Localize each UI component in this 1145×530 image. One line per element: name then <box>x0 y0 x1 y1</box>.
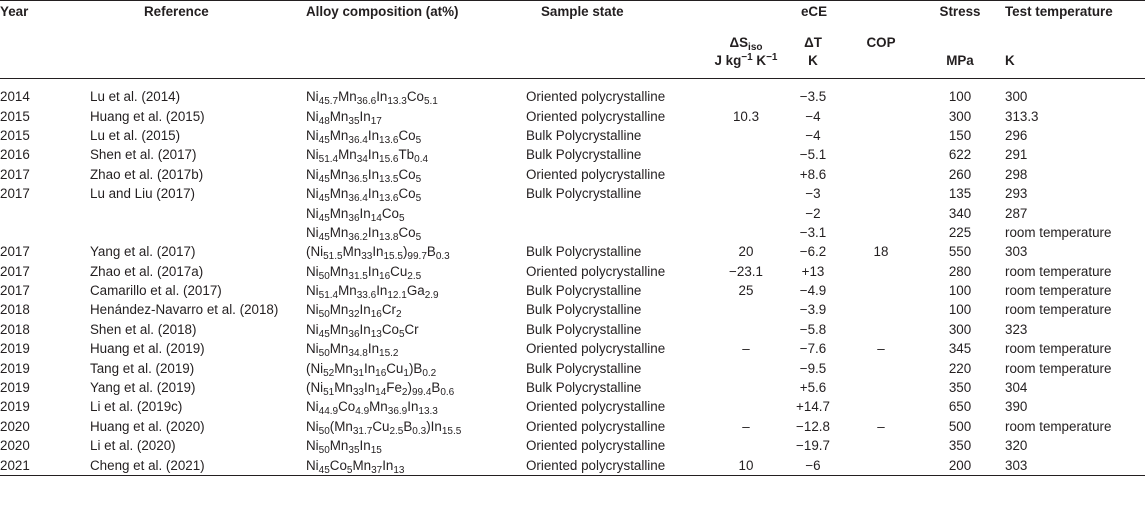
cell-year: 2017 <box>0 263 30 279</box>
cell-sample-state: Oriented polycrystalline <box>526 263 666 279</box>
cell-delta-t: −3.5 <box>799 89 827 105</box>
cell-delta-t: −2 <box>805 205 821 221</box>
table-row <box>0 397 1145 416</box>
cell-delta-t: −4.9 <box>799 283 827 299</box>
cell-reference: Huang et al. (2015) <box>90 108 205 124</box>
cell-stress: 280 <box>948 263 972 279</box>
cell-cop <box>846 145 916 164</box>
cell-delta-s: −23.1 <box>729 263 763 279</box>
cell-stress: 220 <box>948 360 972 376</box>
col-header-delta-s: $\Delta S_{iso}$ J $kg^{-1}$ $K^{-1}$ <box>714 35 778 68</box>
header-row-units <box>0 34 1145 79</box>
cell-year: 2021 <box>0 457 30 473</box>
cell-alloy: $(Ni_{51}Mn_{33}In_{14}Fe_2)_{99.4}B_{0.6}$ <box>306 380 455 399</box>
cell-delta-t: −6.2 <box>799 244 827 260</box>
cell-reference <box>90 223 306 242</box>
cell-stress: 350 <box>948 380 972 396</box>
cell-test-temperature: 304 <box>1005 380 1028 396</box>
table-row <box>0 358 1145 377</box>
cell-reference: Lu et al. (2014) <box>90 89 181 105</box>
cell-delta-s <box>712 300 780 319</box>
cell-delta-s: 10 <box>738 457 754 473</box>
cell-test-temperature: 296 <box>1005 127 1028 143</box>
cell-cop: – <box>877 418 885 434</box>
cell-test-temperature: room temperature <box>1005 263 1112 279</box>
cell-alloy: $(Ni_{51.5}Mn_{33}In_{15.5})_{99.7}B_{0.3}$ <box>306 244 450 263</box>
col-header-temp-unit: K <box>1005 53 1015 68</box>
table-body <box>0 79 1145 476</box>
cell-alloy: $Ni_{50}Mn_{35}In_{15}$ <box>306 438 382 457</box>
cell-sample-state: Bulk Polycrystalline <box>526 244 642 260</box>
cell-test-temperature: room temperature <box>1005 418 1112 434</box>
table-row <box>0 223 1145 242</box>
table-row <box>0 242 1145 261</box>
cell-stress: 200 <box>948 457 972 473</box>
cell-delta-t: −6 <box>805 457 821 473</box>
cell-year: 2019 <box>0 399 30 415</box>
cell-test-temperature: 293 <box>1005 186 1028 202</box>
cell-year <box>0 223 90 242</box>
cell-reference: Li et al. (2020) <box>90 438 176 454</box>
cell-stress: 260 <box>948 166 972 182</box>
cell-test-temperature: room temperature <box>1005 224 1112 240</box>
cell-delta-t: +5.6 <box>799 380 827 396</box>
cell-alloy: $Ni_{45}Mn_{36}In_{14}Co_5$ <box>306 205 405 224</box>
cell-cop <box>846 203 916 222</box>
cell-reference: Zhao et al. (2017a) <box>90 263 204 279</box>
cell-year: 2019 <box>0 380 30 396</box>
cell-delta-t: −12.8 <box>796 418 830 434</box>
cell-sample-state: Oriented polycrystalline <box>526 341 666 357</box>
cell-sample-state: Bulk Polycrystalline <box>526 283 642 299</box>
table-row <box>0 378 1145 397</box>
cell-cop <box>846 126 916 145</box>
cell-sample-state: Bulk Polycrystalline <box>526 302 642 318</box>
cell-year: 2019 <box>0 341 30 357</box>
cell-reference: Tang et al. (2019) <box>90 360 195 376</box>
cell-alloy: $Ni_{45.7}Mn_{36.6}In_{13.3}Co_{5.1}$ <box>306 89 438 108</box>
col-header-reference: Reference <box>144 4 209 19</box>
cell-sample-state: Oriented polycrystalline <box>526 89 666 105</box>
cell-alloy: $Ni_{45}Co_5Mn_{37}In_{13}$ <box>306 457 405 476</box>
cell-delta-s: 20 <box>738 244 754 260</box>
cell-stress: 100 <box>948 302 972 318</box>
col-header-sample-state: Sample state <box>541 4 624 19</box>
cell-stress: 500 <box>948 418 972 434</box>
cell-cop <box>846 358 916 377</box>
cell-cop <box>846 436 916 455</box>
cell-stress: 300 <box>948 321 972 337</box>
cell-delta-s <box>712 436 780 455</box>
cell-alloy: $Ni_{51.4}Mn_{34}In_{15.6}Tb_{0.4}$ <box>306 147 429 166</box>
cell-test-temperature: 313.3 <box>1005 108 1039 124</box>
cell-stress: 100 <box>948 283 972 299</box>
cell-sample-state: Oriented polycrystalline <box>526 166 666 182</box>
col-header-stress: Stress <box>939 4 981 19</box>
table-row <box>0 106 1145 125</box>
col-header-delta-t: ΔT K <box>804 35 822 68</box>
table-row <box>0 262 1145 281</box>
cell-stress: 650 <box>948 399 972 415</box>
cell-delta-s <box>712 126 780 145</box>
cell-sample-state: Bulk Polycrystalline <box>526 321 642 337</box>
cell-year: 2017 <box>0 166 30 182</box>
cell-reference: Cheng et al. (2021) <box>90 457 205 473</box>
cell-sample-state: Bulk Polycrystalline <box>526 147 642 163</box>
cell-sample-state: Oriented polycrystalline <box>526 108 666 124</box>
cell-stress: 340 <box>948 205 972 221</box>
cell-reference: Henández-Navarro et al. (2018) <box>90 302 279 318</box>
cell-year: 2017 <box>0 244 30 260</box>
cell-stress: 135 <box>948 186 972 202</box>
table-row <box>0 436 1145 455</box>
cell-alloy: $Ni_{48}Mn_{35}In_{17}$ <box>306 108 382 127</box>
cell-test-temperature: room temperature <box>1005 302 1112 318</box>
cell-delta-s <box>712 203 780 222</box>
table-row <box>0 339 1145 358</box>
table-row <box>0 184 1145 203</box>
cell-stress: 300 <box>948 108 972 124</box>
cell-stress: 150 <box>948 127 972 143</box>
cell-cop <box>846 165 916 184</box>
cell-alloy: $Ni_{45}Mn_{36.5}In_{13.5}Co_5$ <box>306 166 422 185</box>
cell-delta-t: −4 <box>805 108 821 124</box>
cell-year: 2019 <box>0 360 30 376</box>
cell-cop <box>846 262 916 281</box>
cell-delta-t: −3 <box>805 186 821 202</box>
cell-delta-t: −19.7 <box>796 438 830 454</box>
col-header-stress-unit: MPa <box>946 53 974 68</box>
cell-reference: Huang et al. (2019) <box>90 341 205 357</box>
cell-year: 2014 <box>0 89 30 105</box>
cell-delta-s: – <box>742 418 750 434</box>
cell-alloy: $Ni_{50}Mn_{34.8}In_{15.2}$ <box>306 341 399 360</box>
cell-test-temperature: 300 <box>1005 89 1028 105</box>
cell-sample-state: Bulk Polycrystalline <box>526 360 642 376</box>
cell-delta-s: – <box>742 341 750 357</box>
cell-delta-s <box>712 184 780 203</box>
cell-delta-t: −3.1 <box>799 224 827 240</box>
cell-alloy: $Ni_{45}Mn_{36}In_{13}Co_5Cr$ <box>306 321 419 340</box>
cell-reference: Yang et al. (2019) <box>90 380 196 396</box>
cell-delta-t: −3.9 <box>799 302 827 318</box>
cell-cop <box>846 300 916 319</box>
table-row <box>0 300 1145 319</box>
cell-year: 2018 <box>0 302 30 318</box>
cell-cop <box>846 378 916 397</box>
cell-sample-state: Bulk Polycrystalline <box>526 186 642 202</box>
cell-test-temperature: 303 <box>1005 244 1028 260</box>
cell-year: 2020 <box>0 418 30 434</box>
cell-alloy: $Ni_{45}Mn_{36.4}In_{13.6}Co_5$ <box>306 127 422 146</box>
cell-delta-s <box>712 358 780 377</box>
header-row-primary <box>0 1 1145 35</box>
cell-cop <box>846 320 916 339</box>
cell-reference <box>90 203 306 222</box>
cell-stress: 622 <box>948 147 972 163</box>
col-header-cop: COP <box>866 35 896 50</box>
cell-sample-state: Oriented polycrystalline <box>526 457 666 473</box>
cell-test-temperature: 298 <box>1005 166 1028 182</box>
cell-delta-t: −7.6 <box>799 341 827 357</box>
cell-delta-t: +8.6 <box>799 166 827 182</box>
col-header-ece: eCE <box>800 4 828 19</box>
col-header-year: Year <box>0 4 29 19</box>
cell-reference: Yang et al. (2017) <box>90 244 196 260</box>
cell-year: 2015 <box>0 108 30 124</box>
col-header-test-temperature: Test temperature <box>1005 4 1113 19</box>
cell-delta-s <box>712 145 780 164</box>
cell-test-temperature: 303 <box>1005 457 1028 473</box>
cell-alloy: $(Ni_{52}Mn_{31}In_{16}Cu_1)B_{0.2}$ <box>306 360 437 379</box>
cell-reference: Zhao et al. (2017b) <box>90 166 204 182</box>
table-row <box>0 165 1145 184</box>
table-row <box>0 455 1145 475</box>
cell-delta-t: +13 <box>801 263 825 279</box>
cell-year: 2018 <box>0 321 30 337</box>
table-row <box>0 87 1145 106</box>
table-row <box>0 126 1145 145</box>
cell-sample-state: Bulk Polycrystalline <box>526 380 642 396</box>
cell-sample-state <box>526 223 712 242</box>
cell-alloy: $Ni_{51.4}Mn_{33.6}In_{12.1}Ga_{2.9}$ <box>306 283 439 302</box>
cell-alloy: $Ni_{45}Mn_{36.4}In_{13.6}Co_5$ <box>306 186 422 205</box>
cell-test-temperature: 390 <box>1005 399 1028 415</box>
cell-stress: 550 <box>948 244 972 260</box>
cell-cop <box>846 223 916 242</box>
cell-cop <box>846 87 916 106</box>
cell-sample-state: Oriented polycrystalline <box>526 438 666 454</box>
cell-alloy: $Ni_{44.9}Co_{4.9}Mn_{36.9}In_{13.3}$ <box>306 399 438 418</box>
table-row <box>0 417 1145 436</box>
cell-delta-t: −4 <box>805 127 821 143</box>
cell-reference: Lu et al. (2015) <box>90 127 181 143</box>
cell-test-temperature: 323 <box>1005 321 1028 337</box>
cell-reference: Camarillo et al. (2017) <box>90 283 222 299</box>
cell-cop <box>846 281 916 300</box>
cell-delta-s: 25 <box>738 283 754 299</box>
cell-alloy: $Ni_{45}Mn_{36.2}In_{13.8}Co_5$ <box>306 224 422 243</box>
cell-year: 2016 <box>0 147 30 163</box>
cell-test-temperature: 320 <box>1005 438 1028 454</box>
col-header-alloy: Alloy composition (at%) <box>306 4 459 19</box>
cell-stress: 100 <box>948 89 972 105</box>
table-row <box>0 145 1145 164</box>
cell-reference: Li et al. (2019c) <box>90 399 183 415</box>
cell-delta-s: 10.3 <box>732 108 760 124</box>
cell-alloy: $Ni_{50}(Mn_{31.7}Cu_{2.5}B_{0.3})In_{15.5}$ <box>306 418 462 437</box>
cell-test-temperature: 291 <box>1005 147 1028 163</box>
cell-reference: Shen et al. (2018) <box>90 321 197 337</box>
cell-delta-t: −9.5 <box>799 360 827 376</box>
table-row <box>0 203 1145 222</box>
cell-delta-t: +14.7 <box>796 399 830 415</box>
cell-cop <box>846 455 916 475</box>
cell-delta-s <box>712 87 780 106</box>
cell-delta-t: −5.8 <box>799 321 827 337</box>
cell-delta-s <box>712 165 780 184</box>
cell-year: 2017 <box>0 283 30 299</box>
cell-cop <box>846 106 916 125</box>
cell-alloy: $Ni_{50}Mn_{31.5}In_{16}Cu_{2.5}$ <box>306 263 422 282</box>
cell-cop: – <box>877 341 885 357</box>
cell-cop <box>846 397 916 416</box>
cell-test-temperature: 287 <box>1005 205 1028 221</box>
cell-delta-s <box>712 378 780 397</box>
cell-delta-s <box>712 223 780 242</box>
cell-year: 2020 <box>0 438 30 454</box>
cell-reference: Shen et al. (2017) <box>90 147 197 163</box>
cell-delta-s <box>712 397 780 416</box>
cell-year: 2017 <box>0 186 30 202</box>
cell-stress: 350 <box>948 438 972 454</box>
cell-sample-state <box>526 203 712 222</box>
cell-year <box>0 203 90 222</box>
cell-test-temperature: room temperature <box>1005 360 1112 376</box>
cell-test-temperature: room temperature <box>1005 283 1112 299</box>
cell-test-temperature: room temperature <box>1005 341 1112 357</box>
cell-alloy: $Ni_{50}Mn_{32}In_{16}Cr_2$ <box>306 302 402 321</box>
cell-delta-s <box>712 320 780 339</box>
cell-year: 2015 <box>0 127 30 143</box>
cell-sample-state: Oriented polycrystalline <box>526 418 666 434</box>
cell-reference: Huang et al. (2020) <box>90 418 205 434</box>
cell-cop <box>846 184 916 203</box>
cell-sample-state: Oriented polycrystalline <box>526 399 666 415</box>
cell-delta-t: −5.1 <box>799 147 827 163</box>
cell-stress: 225 <box>948 224 972 240</box>
cell-reference: Lu and Liu (2017) <box>90 186 195 202</box>
cell-sample-state: Bulk Polycrystalline <box>526 127 642 143</box>
table-row <box>0 320 1145 339</box>
cell-cop: 18 <box>873 244 889 260</box>
cell-stress: 345 <box>948 341 972 357</box>
table-row <box>0 281 1145 300</box>
